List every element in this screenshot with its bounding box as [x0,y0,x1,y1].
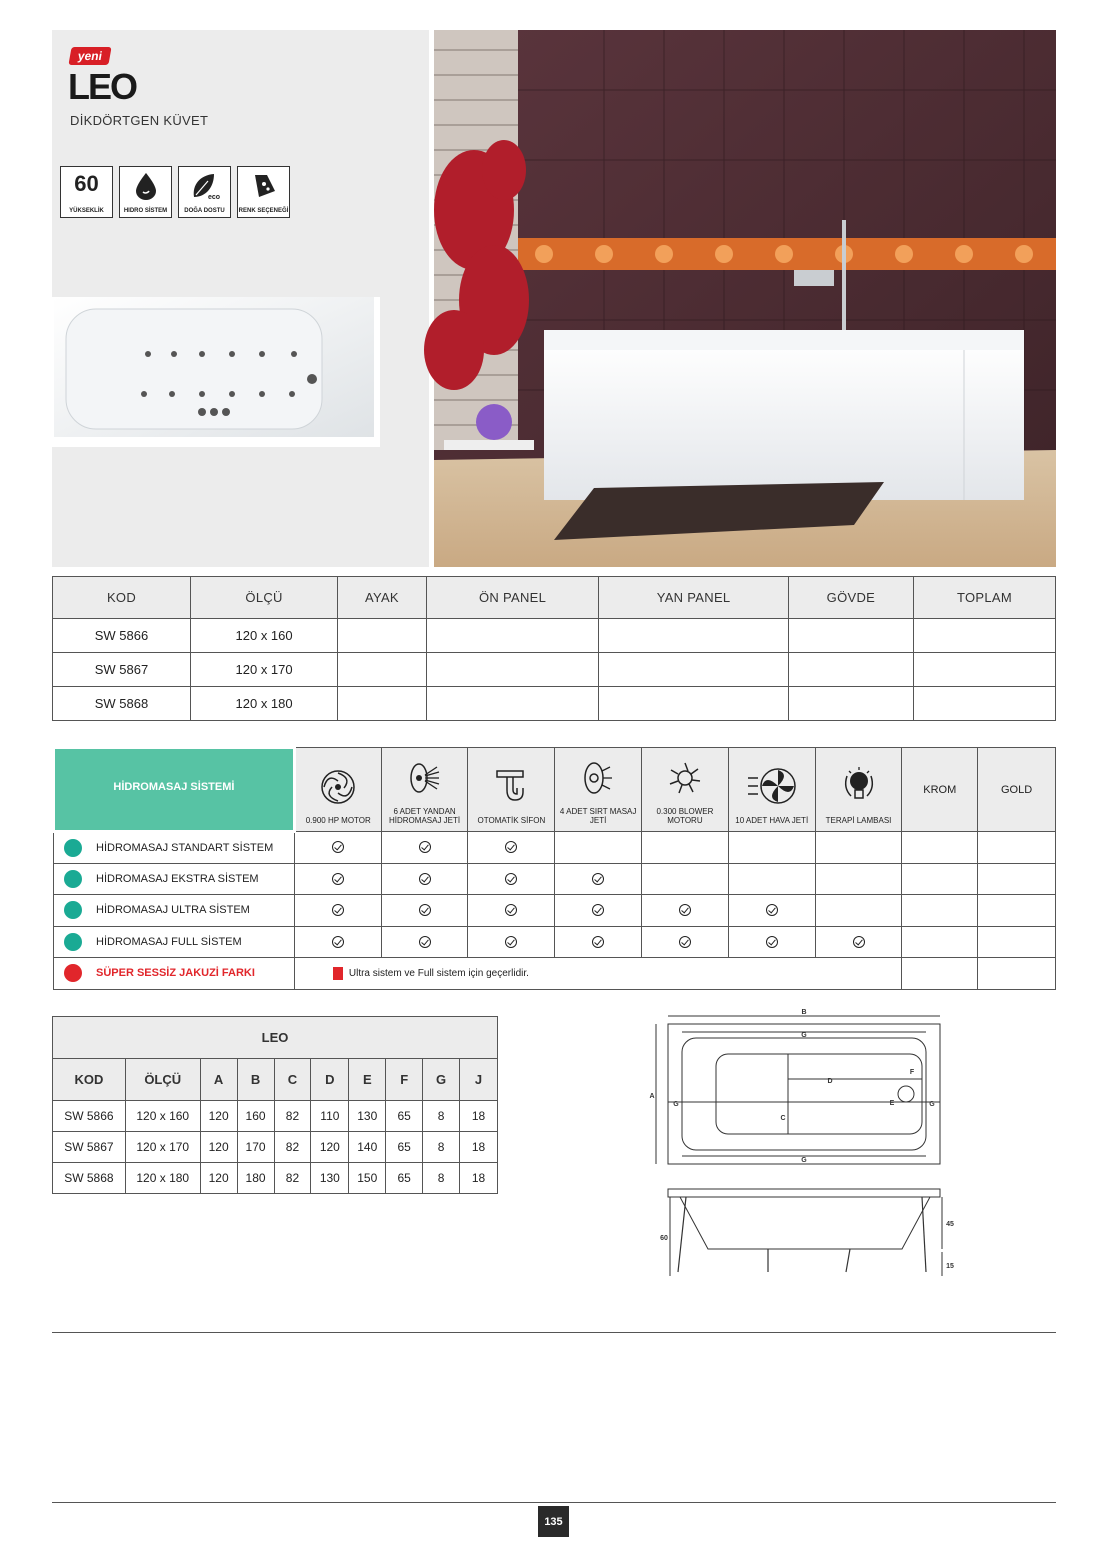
table-cell: 65 [386,1101,423,1132]
table-cell: 160 [237,1101,274,1132]
table-row [53,687,1056,721]
feature-cell [815,895,902,927]
table-cell: 82 [274,1101,311,1132]
system-name: HİDROMASAJ ULTRA SİSTEM [96,904,250,917]
label-g-bottom: G [801,1157,807,1164]
check-icon [332,936,344,948]
feature-cell [815,863,902,895]
table-cell: 110 [311,1101,349,1132]
check-icon [332,841,344,853]
table-cell: 180 [237,1163,274,1194]
table-cell [599,619,788,653]
table-row [54,926,1056,958]
check-icon [332,873,344,885]
feature-cell [468,863,555,895]
header-cell: KOD [53,1059,126,1101]
bathroom-photo [434,30,1056,567]
table-cell: 120 x 160 [125,1101,200,1132]
status-dot-icon [64,870,82,888]
check-icon [419,936,431,948]
table-cell [338,619,427,653]
gold-header: GOLD [978,748,1056,832]
label-g-left: G [673,1101,679,1108]
table-cell: 120 x 170 [125,1132,200,1163]
check-icon [419,904,431,916]
system-name: HİDROMASAJ EKSTRA SİSTEM [96,872,259,885]
feature-header [381,748,468,832]
table-cell [902,926,978,958]
table-cell [978,832,1056,864]
table-cell [902,895,978,927]
page-number: 135 [538,1506,569,1537]
hydro-feature [119,166,172,218]
header-cell: ÖLÇÜ [125,1059,200,1101]
system-name: HİDROMASAJ FULL SİSTEM [96,935,242,948]
feature-header [294,748,381,832]
feature-cell [294,895,381,927]
check-icon [592,936,604,948]
table-row [54,832,1056,864]
check-icon [592,904,604,916]
feature-header [642,748,729,832]
feature-cell [381,895,468,927]
label-d: D [827,1078,833,1085]
table-cell: 170 [237,1132,274,1163]
height-label: YÜKSEKLİK [69,208,104,214]
dimension-table-header [53,1059,498,1101]
table-cell [599,653,788,687]
table-cell: 120 [200,1163,237,1194]
feature-cell [381,926,468,958]
back-jet-icon [578,759,618,797]
feature-cell [468,895,555,927]
table-row [53,1132,498,1163]
table-cell [902,863,978,895]
feature-cell [468,926,555,958]
air-jet-icon [746,766,798,806]
color-feature [237,166,290,218]
table-cell: SW 5868 [53,1163,126,1194]
header-cell: TOPLAM [914,577,1056,619]
table-cell [914,653,1056,687]
table-cell: 18 [460,1163,498,1194]
table-cell: SW 5867 [53,1132,126,1163]
check-icon [766,904,778,916]
table-cell [788,653,913,687]
table-cell: 150 [349,1163,386,1194]
hydro-table-body [54,832,1056,990]
new-badge: yeni [68,47,111,65]
code-cell: SW 5868 [53,687,191,721]
feature-cell [642,863,729,895]
check-icon [505,936,517,948]
label-lower: 15 [946,1263,954,1270]
table-row [53,1163,498,1194]
header-cell: ÖLÇÜ [190,577,337,619]
check-icon [679,936,691,948]
table-row [54,895,1056,927]
therapy-lamp-icon [839,766,879,806]
table-cell: 120 [311,1132,349,1163]
header-cell: GÖVDE [788,577,913,619]
table-cell: 8 [423,1132,460,1163]
table-cell [902,958,978,990]
feature-label: 6 ADET YANDAN HİDROMASAJ JETİ [389,807,461,825]
feature-cell [642,832,729,864]
divider [52,1502,1056,1503]
header-cell: ÖN PANEL [426,577,599,619]
product-title: LEO [68,66,137,107]
silent-note [294,958,902,990]
feature-cell [294,832,381,864]
feature-cell [555,863,642,895]
warning-icon [333,967,343,980]
label-g-right: G [929,1101,935,1108]
table-cell [978,895,1056,927]
table-cell [978,958,1056,990]
table-cell: 120 [200,1101,237,1132]
color-label: RENK SEÇENEĞİ [238,208,289,214]
feature-cell [381,863,468,895]
silent-row-name: SÜPER SESSİZ JAKUZİ FARKI [96,967,255,980]
system-name-cell [54,895,295,927]
check-icon [679,904,691,916]
table-cell [426,653,599,687]
table-cell [338,653,427,687]
feature-header [728,748,815,832]
table-cell [914,687,1056,721]
feature-cell [555,895,642,927]
label-f: F [909,1069,915,1076]
table-cell: 65 [386,1163,423,1194]
siphon-icon [491,768,531,806]
table-cell [902,832,978,864]
feature-cell [468,832,555,864]
table-cell: 65 [386,1132,423,1163]
check-icon [505,841,517,853]
feature-cell [555,832,642,864]
label-upper: 45 [946,1221,954,1228]
table-cell [978,863,1056,895]
feature-label: TERAPİ LAMBASI [825,816,892,825]
table-cell: 8 [423,1101,460,1132]
feature-cell [294,926,381,958]
header-cell: KOD [53,577,191,619]
table-cell: 82 [274,1163,311,1194]
check-icon [505,904,517,916]
table-cell: 130 [311,1163,349,1194]
table-row [53,1101,498,1132]
table-cell [788,687,913,721]
check-icon [419,841,431,853]
check-icon [505,873,517,885]
check-icon [332,904,344,916]
size-cell: 120 x 160 [190,619,337,653]
dimension-table [52,1016,498,1194]
check-icon [853,936,865,948]
blower-icon [665,759,705,797]
table-cell [914,619,1056,653]
hydro-header-row [54,748,1056,832]
header-cell: AYAK [338,577,427,619]
feature-cell [294,863,381,895]
system-name-cell [54,863,295,895]
status-dot-icon [64,933,82,951]
price-table [52,576,1056,721]
water-drop-icon [132,171,160,201]
feature-cell [728,895,815,927]
dimension-table-body [53,1101,498,1194]
silent-row-label [54,958,295,990]
check-icon [592,873,604,885]
eco-text: eco [207,194,220,201]
header-cell: A [200,1059,237,1101]
hydro-system-title: HİDROMASAJ SİSTEMİ [54,748,295,832]
table-cell [426,619,599,653]
feature-badges [60,166,290,218]
feature-label: 10 ADET HAVA JETİ [735,816,809,825]
header-cell: C [274,1059,311,1101]
feature-cell [728,832,815,864]
label-c: C [780,1115,786,1122]
table-cell: 82 [274,1132,311,1163]
label-b: B [801,1009,807,1016]
leaf-icon [188,171,222,201]
table-cell [599,687,788,721]
header-cell: YAN PANEL [599,577,788,619]
label-a: A [649,1093,655,1100]
table-cell: 130 [349,1101,386,1132]
price-table-header [53,577,1056,619]
header-cell: G [423,1059,460,1101]
feature-cell [555,926,642,958]
header-cell: D [311,1059,349,1101]
hydromassage-table [52,746,1056,990]
label-g-top: G [801,1032,807,1039]
label-e: E [889,1100,895,1107]
table-row [53,653,1056,687]
table-cell [426,687,599,721]
table-cell [978,926,1056,958]
system-name-cell [54,926,295,958]
eco-feature [178,166,231,218]
silent-note-text: Ultra sistem ve Full sistem için geçerlidir. [348,967,529,979]
hydro-label: HIDRO SİSTEM [123,208,168,214]
height-value: 60 [74,171,99,196]
feature-cell [642,895,729,927]
minus-icon [64,964,82,982]
code-cell: SW 5867 [53,653,191,687]
label-height: 60 [660,1235,668,1242]
header-cell: E [349,1059,386,1101]
eco-label: DOĞA DOSTU [184,208,225,214]
table-cell: 18 [460,1101,498,1132]
size-cell: 120 x 170 [190,653,337,687]
check-icon [766,936,778,948]
check-icon [419,873,431,885]
table-cell [788,619,913,653]
motor-icon [318,768,358,806]
table-cell: 140 [349,1132,386,1163]
divider [52,1332,1056,1333]
chrome-header: KROM [902,748,978,832]
silent-row [54,958,1056,990]
code-cell: SW 5866 [53,619,191,653]
feature-cell [642,926,729,958]
table-cell: 120 [200,1132,237,1163]
feature-cell [728,863,815,895]
feature-cell [381,832,468,864]
feature-header [555,748,642,832]
header-cell: F [386,1059,423,1101]
system-name: HİDROMASAJ STANDART SİSTEM [96,841,274,854]
table-row [54,863,1056,895]
table-cell [338,687,427,721]
system-name-cell [54,832,295,864]
feature-cell [815,832,902,864]
feature-label: OTOMATİK SİFON [477,816,546,825]
color-swatch-icon [249,171,279,201]
dimension-table-title: LEO [53,1017,498,1059]
feature-cell [815,926,902,958]
feature-label: 4 ADET SIRT MASAJ JETİ [559,807,637,825]
table-cell: 120 x 180 [125,1163,200,1194]
feature-label: 0.900 HP MOTOR [305,816,371,825]
feature-header [815,748,902,832]
tub-top-view-image [52,287,326,445]
table-cell: 18 [460,1132,498,1163]
status-dot-icon [64,839,82,857]
header-cell: J [460,1059,498,1101]
table-row [53,619,1056,653]
status-dot-icon [64,901,82,919]
height-feature [60,166,113,218]
table-cell: 8 [423,1163,460,1194]
header-cell: B [237,1059,274,1101]
side-jet-icon [405,759,445,797]
feature-header [468,748,555,832]
feature-cell [728,926,815,958]
technical-drawing [640,1004,954,1304]
table-cell: SW 5866 [53,1101,126,1132]
size-cell: 120 x 180 [190,687,337,721]
feature-label: 0.300 BLOWER MOTORU [656,807,714,825]
product-subtitle: DİKDÖRTGEN KÜVET [70,113,209,128]
